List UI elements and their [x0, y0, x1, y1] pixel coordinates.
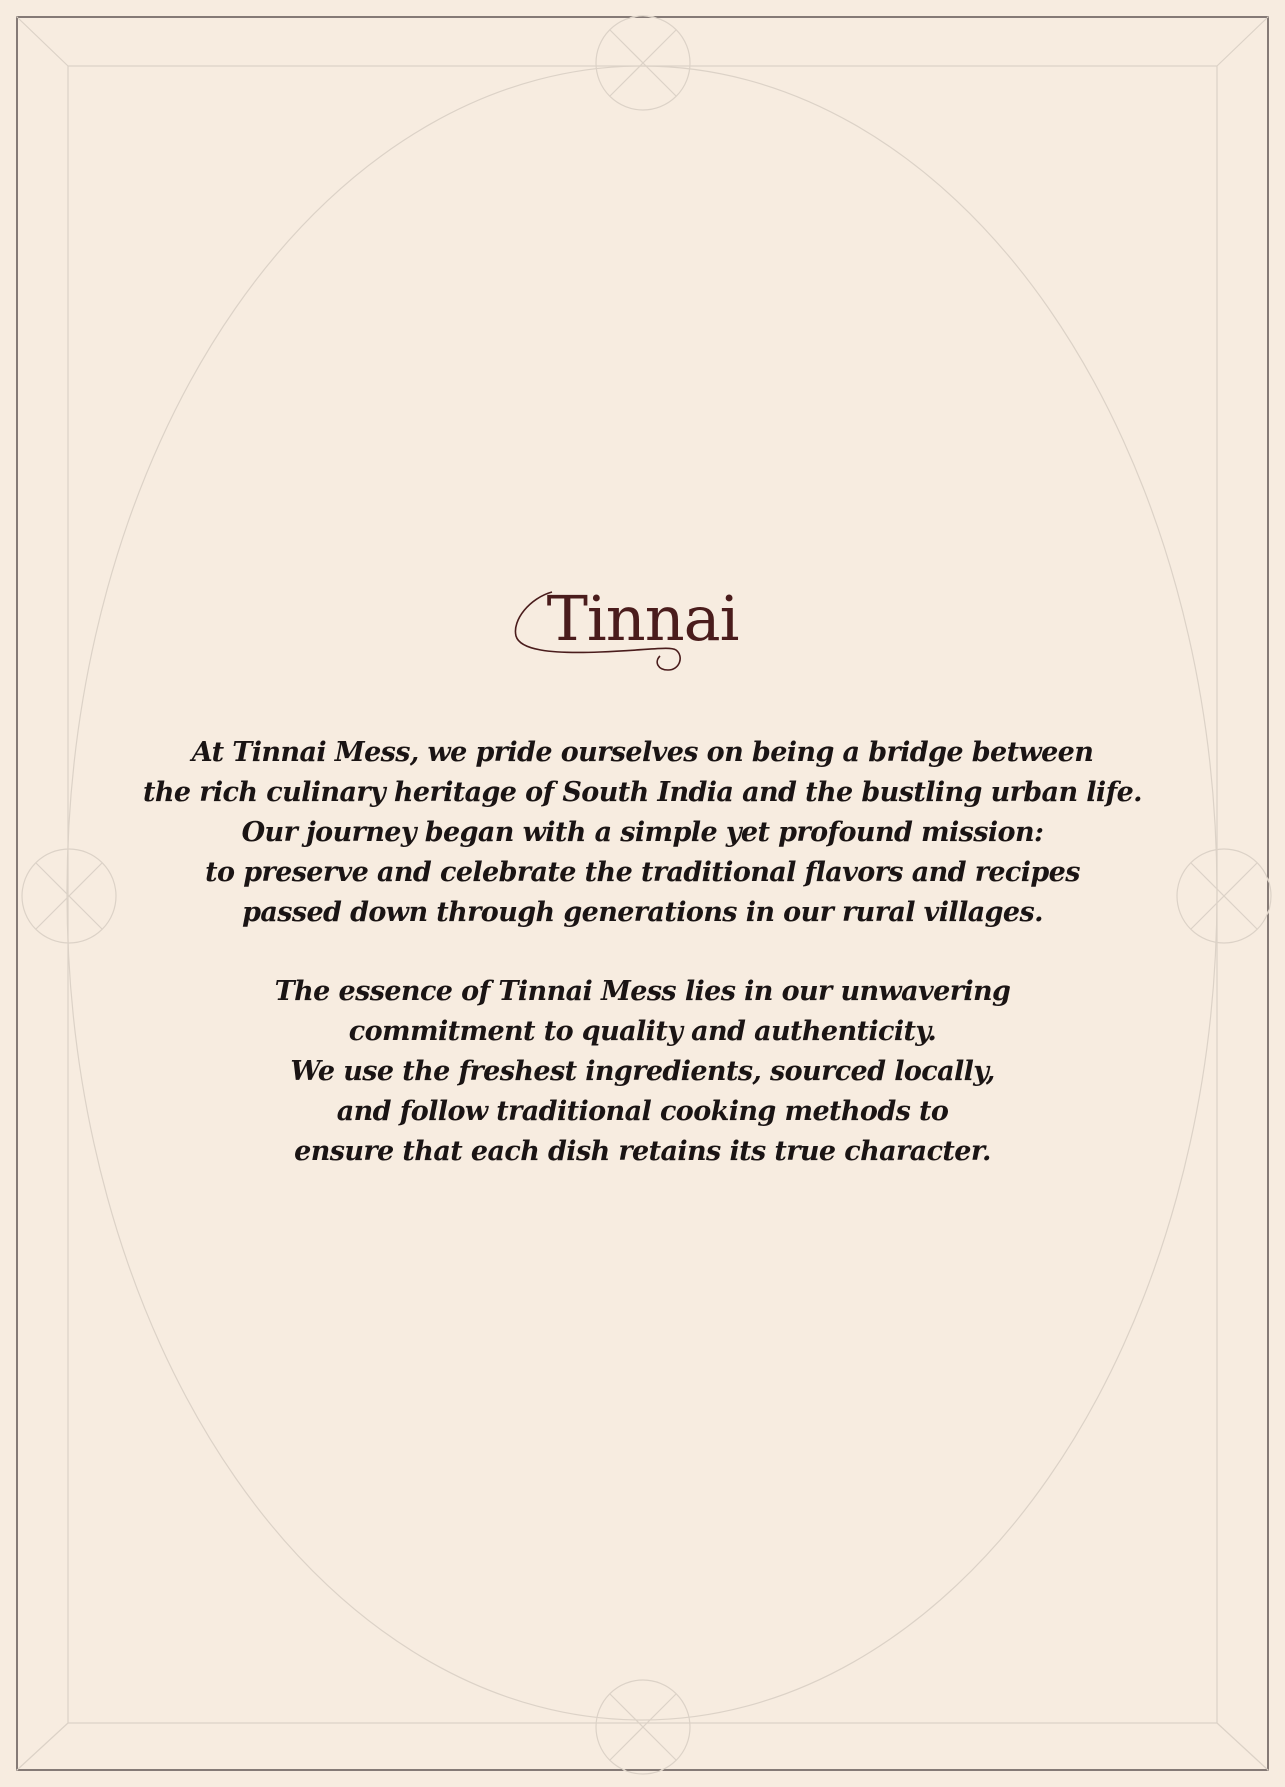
text-line: and follow traditional cooking methods to [336, 1096, 949, 1127]
right-medallion [1177, 849, 1271, 943]
top-medallion [596, 16, 690, 110]
text-line: ensure that each dish retains its true character. [294, 1136, 991, 1167]
text-line: We use the freshest ingredients, sourced locally, [290, 1056, 995, 1087]
essence-paragraph [100, 972, 1185, 1172]
brand-logo [0, 580, 1285, 700]
intro-paragraph [100, 733, 1185, 933]
text-line: the rich culinary heritage of South India and the bustling urban life. [143, 777, 1142, 808]
text-line: Our journey began with a simple yet profound mission: [241, 817, 1044, 848]
text-line: to preserve and celebrate the traditional flavors and recipes [205, 857, 1080, 888]
text-line: passed down through generations in our rural villages. [242, 897, 1043, 928]
logo-wordmark: Tinnai [546, 582, 739, 655]
text-line: commitment to quality and authenticity. [348, 1016, 937, 1047]
text-line: At Tinnai Mess, we pride ourselves on being a bridge between [191, 737, 1094, 768]
bottom-medallion [596, 1680, 690, 1774]
text-line: The essence of Tinnai Mess lies in our unwavering [274, 976, 1011, 1007]
